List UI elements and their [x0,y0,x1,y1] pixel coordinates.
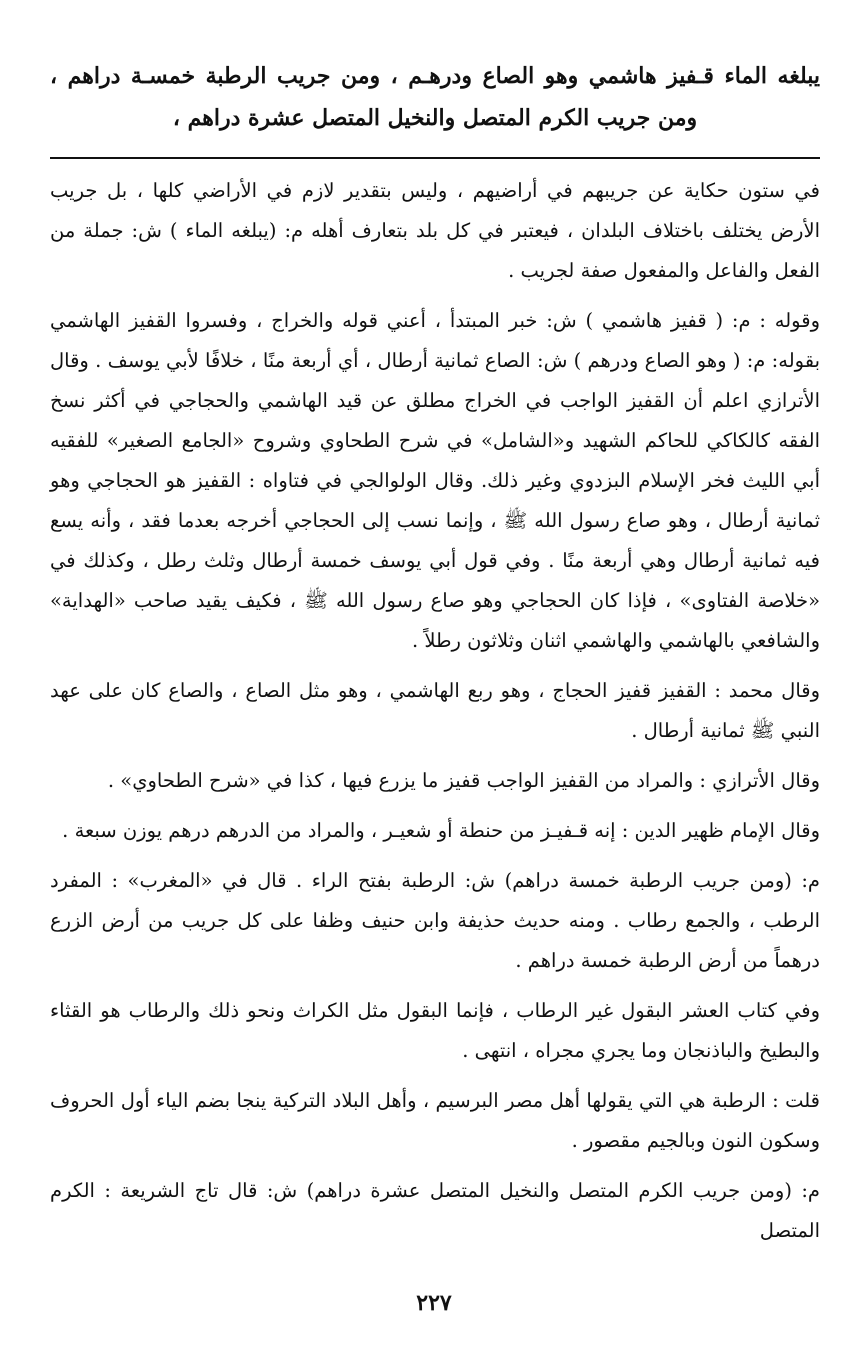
commentary-paragraph-3: وقال محمد : القفيز قفيز الحجاج ، وهو ربع الهاشمي ، وهو مثل الصاع ، والصاع كان على عهد النبي ﷺ ثمانية أرطال . [50,679,820,742]
commentary-paragraph-7: وفي كتاب العشر البقول غير الرطاب ، فإنما البقول مثل الكراث ونحو ذلك والرطاب هو القثاء والبطيخ والباذنجان وما يجري مجراه ، انتهى . [50,999,820,1062]
commentary-paragraph-2: وقوله : م: ( قفيز هاشمي ) ش: خبر المبتدأ ، أعني قوله والخراج ، وفسروا القفيز الهاشمي بقوله: م: ( وهو الصاع ودرهم ) ش: الصاع ثمانية أرطال ، أي أربعة منًا ، خلافًا لأبي يوسف . وقال الأترازي اعلم أن القفيز الواجب في الخراج مطلق عن قيد الهاشمي والحجاجي في أكثر نسخ الفقه كالكاكي للحاكم الشهيد و«الشامل» في شرح الطحاوي وشروح «الجامع الصغير» للفقيه أبي الليث فخر الإسلام البزدوي وغير ذلك. وقال الولوالجي في فتاواه : القفيز هو الحجاجي وهو ثمانية أرطال ، وهو صاع رسول الله ﷺ ، وإنما نسب إلى الحجاجي أخرجه بعدما فقد ، وأنه يسع فيه ثمانية أرطال وهي أربعة منًا . وفي قول أبي يوسف خمسة أرطال وثلث رطل ، وكذلك في «خلاصة الفتاوى» ، فإذا كان الحجاجي وهو صاع رسول الله ﷺ ، فكيف يقيد صاحب «الهداية» والشافعي بالهاشمي والهاشمي اثنان وثلاثون رطلاً . [50,309,820,652]
page-content [50,55,820,1261]
commentary-paragraph-8: قلت : الرطبة هي التي يقولها أهل مصر البرسيم ، وأهل البلاد التركية ينجا بضم الياء أول الحروف وسكون النون وبالجيم مقصور . [50,1089,820,1152]
header-divider-rule [50,157,820,159]
commentary-paragraph-6: م: (ومن جريب الرطبة خمسة دراهم) ش: الرطبة بفتح الراء . قال في «المغرب» : المفرد الرطب ، والجمع رطاب . ومنه حديث حذيفة وابن حنيف وظفا على كل جريب من أرض الزرع درهماً من أرض الرطبة خمسة دراهم . [50,869,820,972]
page-number: ٢٢٧ [416,1290,452,1316]
commentary-paragraph-9: م: (ومن جريب الكرم المتصل والنخيل المتصل عشرة دراهم) ش: قال تاج الشريعة : الكرم المتصل [50,1179,820,1242]
commentary-paragraph-5: وقال الإمام ظهير الدين : إنه قـفيـز من حنطة أو شعيـر ، والمراد من الدرهم درهم يوزن سبعة . [62,819,820,842]
commentary-paragraph-4: وقال الأترازي : والمراد من القفيز الواجب قفيز ما يزرع فيها ، كذا في «شرح الطحاوي» . [107,769,820,792]
commentary-paragraph-1: في ستون حكاية عن جريبهم في أراضيهم ، وليس بتقدير لازم في الأراضي كلها ، بل جريب الأرض يختلف باختلاف البلدان ، فيعتبر في كل بلد بتعارف أهله م: (يبلغه الماء ) ش: جملة من الفعل والفاعل والمفعول صفة لجريب . [50,179,820,282]
matn-header-text: يبلغه الماء قـفيز هاشمي وهو الصاع ودرهـم ، ومن جريب الرطبة خمسـة دراهم ، ومن جريب الكرم المتصل والنخيل المتصل عشرة دراهم ، [50,63,820,131]
